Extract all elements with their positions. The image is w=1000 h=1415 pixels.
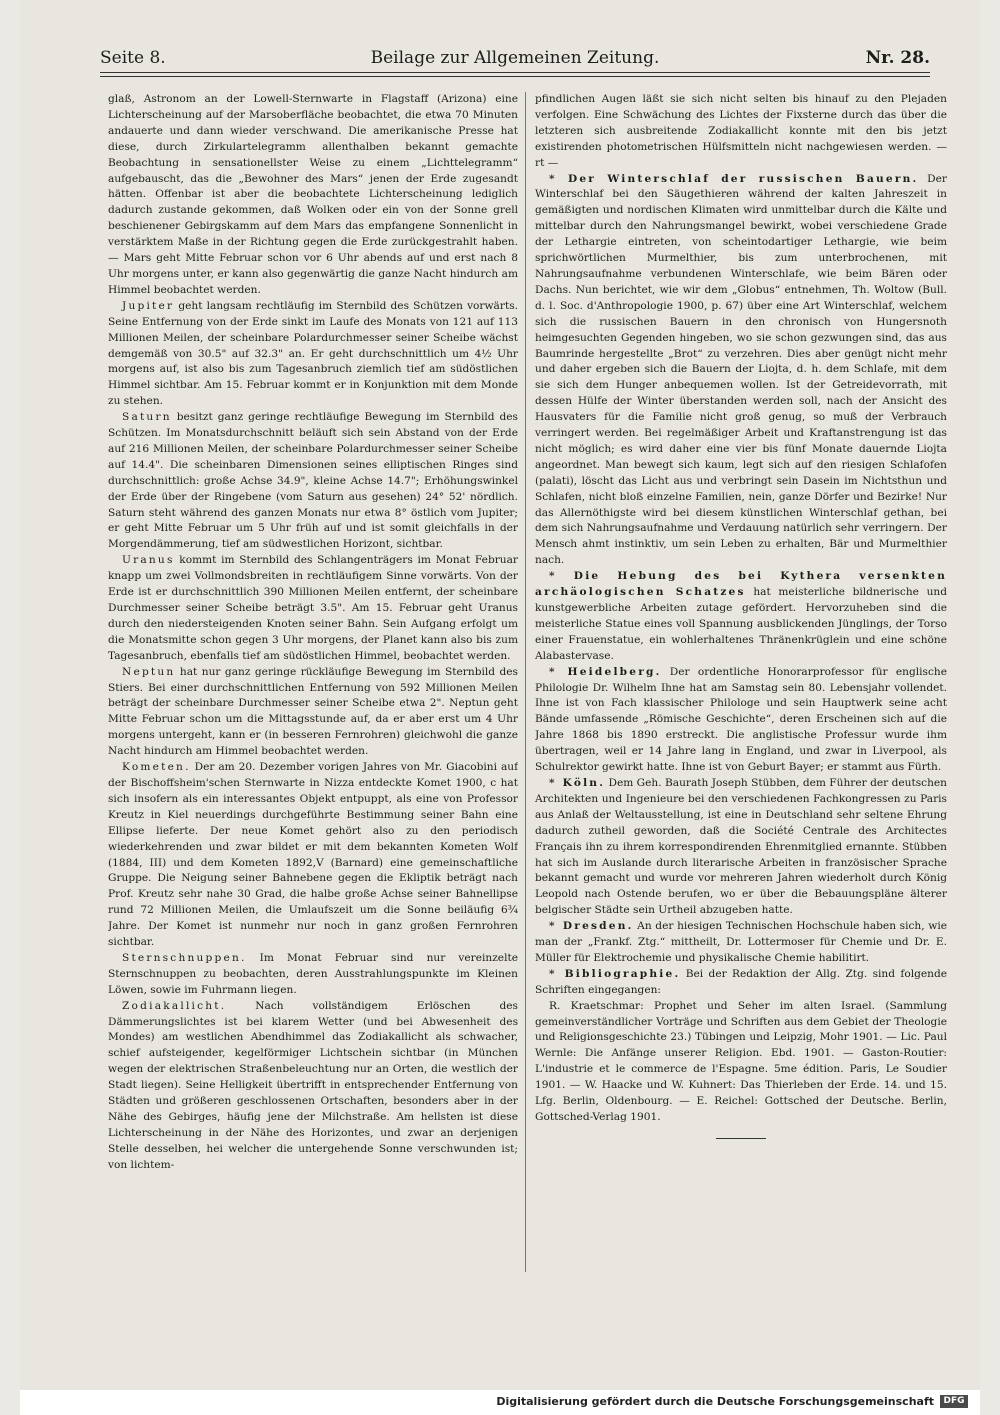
article-paragraph [535, 999, 947, 1126]
paragraph-text: geht langsam rechtläufig im Sternbild des Schützen vorwärts. Seine Entfernung von der Erde sinkt im Laufe des Monats von 121 auf 113 Millionen Meilen, der scheinbare Polardurchmesser seiner Scheibe wächst demgemäß von 30.5" auf 32.3" an. Er geht durchschnittlich um 4½ Uhr morgens auf, ist also bis zum Tagesanbruch ziemlich tief am südöstlichen Himmel sichtbar. Am 15. Februar kommt er in Konjunktion mit dem Monde zu stehen. [108, 299, 518, 408]
article-paragraph [108, 92, 518, 299]
paragraph-heading: * Bibliographie. [549, 967, 681, 980]
paragraph-text: Dem Geh. Baurath Joseph Stübben, dem Führer der deutschen Architekten und Ingenieure bei den verschiedenen Fachkongressen zu Paris aus Anlaß der Weltausstellung, ist eine in Deutschland sehr seltene Ehrung dadurch zutheil geworden, daß die Société Centrale des Architectes Français ihn zu ihrem korrespondirenden Ehrenmitglied ernannte. Stübben hat sich im Auslande durch literarische Arbeiten in französischer Sprache bekannt gemacht und wurde vor mehreren Jahren wiederholt durch König Leopold nach Ostende berufen, wo er über die Bebauungspläne älterer belgischer Städte sein Urtheil abzugeben hatte. [535, 776, 947, 917]
footer-bar [20, 1390, 980, 1415]
article-paragraph [108, 299, 518, 410]
paragraph-text: glaß, Astronom an der Lowell-Sternwarte in Flagstaff (Arizona) eine Lichterscheinung auf der Marsoberfläche beobachtet, die etwa 70 Minuten andauerte und dann wieder verschwand. Die amerikanische Presse hat diese, durch Zirkulartelegramm allenthalben bekannt gemachte Beobachtung in sensationellster Weise zu einem „Lichttelegramm“ aufgebauscht, das die „Bewohner des Mars“ jenen der Erde zugesandt hätten. Offenbar ist aber die beobachtete Lichterscheinung lediglich dadurch zustande gekommen, daß Wolken oder ein von der Sonne grell beschienener Gebirgskamm auf dem Mars das empfangene Sonnenlicht in verstärktem Maße in der Richtung gegen die Erde zurückgestrahlt haben. — Mars geht Mitte Februar schon vor 6 Uhr abends auf und erst nach 8 Uhr morgens unter, er kann also gegenwärtig die ganze Nacht hindurch am Himmel beobachtet werden. [108, 93, 518, 296]
paragraph-heading: Kometen. [122, 761, 191, 774]
footer-credit: Digitalisierung gefördert durch die Deutsche Forschungsgemeinschaft [496, 1395, 934, 1408]
paragraph-text: R. Kraetschmar: Prophet und Seher im alten Israel. (Sammlung gemeinverständlicher Vorträge und Schriften aus dem Gebiet der Theologie und Religionsgeschichte 23.) Tübingen und Leipzig, Mohr 1901. — Lic. Paul Wernle: Die Anfänge unserer Religion. Ebd. 1901. — Gaston-Routier: L'industrie et le commerce de l'Espagne. 5me édition. Paris, Le Soudier 1901. — W. Haacke und W. Kuhnert: Das Thierleben der Erde. 14. und 15. Lfg. Berlin, Oldenbourg. — E. Reichel: Gottsched der Deutsche. Berlin, Gottsched-Verlag 1901. [535, 999, 947, 1123]
paragraph-heading: * Dresden. [549, 920, 634, 933]
article-paragraph [535, 172, 947, 570]
article-paragraph [535, 919, 947, 967]
paragraph-heading: * Der Winterschlaf der russischen Bauern. [549, 172, 919, 185]
issue-number: Nr. 28. [865, 48, 930, 68]
paragraph-heading: Neptun [122, 665, 176, 678]
page-number: Seite 8. [100, 48, 166, 68]
paragraph-heading: Sternschnuppen. [122, 951, 247, 964]
paragraph-text: Der am 20. Dezember vorigen Jahres von Mr. Giacobini auf der Bischoffsheim'schen Sternwarte in Nizza entdeckte Komet 1900, c hat sich insofern als ein interessantes Objekt entpuppt, als eine von Professor Kreutz in Kiel neuerdings durchgeführte Bestimmung seiner Bahn eine Ellipse lieferte. Der neue Komet gehört also zu den periodisch wiederkehrenden und zwar bildet er mit dem bekannten Kometen Wolf (1884, III) und dem Kometen 1892,V (Barnard) eine gemeinschaftliche Gruppe. Die Neigung seiner Bahnebene gegen die Ekliptik beträgt nach Prof. Kreutz sehr nahe 30 Grad, die halbe große Achse seiner Bahnellipse rund 72 Millionen Meilen, die Umlaufszeit um die Sonne beiläufig 6¾ Jahre. Der Komet ist nunmehr nur noch in ganz großen Fernrohren sichtbar. [108, 761, 518, 949]
paragraph-heading: Zodiakallicht. [122, 999, 227, 1012]
paragraph-text: Der ordentliche Honorarprofessor für englische Philologie Dr. Wilhelm Ihne hat am Samstag sein 80. Lebensjahr vollendet. Ihne ist von Fach klassischer Philologe und sein Hauptwerk seine acht Bände umfassende „Römische Geschichte“, deren Erscheinen sich auf die Jahre 1868 bis 1890 erstreckt. Die anglistische Professur wurde ihm übertragen, weil er 14 Jahre lang in England, und zwar in Liverpool, als Schulrektor gewirkt hatte. Ihne ist von Geburt Bayer; er stammt aus Fürth. [535, 665, 947, 774]
article-paragraph [535, 92, 947, 172]
article-paragraph [535, 776, 947, 919]
paragraph-heading: * Die Hebung des bei Kythera versenkten archäologischen Schatzes [535, 570, 947, 599]
article-paragraph [535, 569, 947, 664]
paragraph-text: besitzt ganz geringe rechtläufige Bewegung im Sternbild des Schützen. Im Monatsdurchschnitt beläuft sich sein Abstand von der Erde auf 216 Millionen Meilen, der scheinbare Polardurchmesser seiner Scheibe auf 14.4". Die scheinbaren Dimensionen seines elliptischen Ringes sind durchschnittlich: große Achse 34.9", kleine Achse 14.7"; Erhöhungswinkel der Erde über der Ringebene (vom Saturn aus gesehen) 24° 52' nördlich. Saturn steht während des ganzen Monats nur etwa 8° östlich vom Jupiter; er geht Mitte Februar um 5 Uhr früh auf und ist somit gleichfalls in der Morgendämmerung, tief am südwestlichen Horizont, sichtbar. [108, 411, 518, 551]
paragraph-heading: * Köln. [549, 776, 606, 789]
article-paragraph [535, 967, 947, 999]
paragraph-text: hat meisterliche bildnerische und kunstgewerbliche Arbeiten zutage gefördert. Hervorzuheben sind die meisterliche Statue eines voll Spannung ausblickenden Jünglings, der Torso einer Frauenstatue, ein wohlerhaltenes Thränenkrüglein und eine schöne Alabastervase. [535, 586, 947, 662]
page-header [100, 44, 930, 74]
paragraph-text: kommt im Sternbild des Schlangenträgers im Monat Februar knapp um zwei Vollmondsbreiten in rechtläufigem Sinne vorwärts. Von der Erde ist er durchschnittlich 390 Millionen Meilen entfernt, der scheinbare Durchmesser seiner Scheibe beträgt 3.5". Am 15. Februar geht Uranus durch den niedersteigenden Knoten seiner Bahn. Sein Aufgang erfolgt um die Monatsmitte schon gegen 3 Uhr morgens, der Planet kann also bis zum Tagesanbruch, ebenfalls tief am südöstlichen Himmel, beobachtet werden. [108, 554, 518, 662]
article-paragraph [108, 665, 518, 760]
paragraph-heading: Saturn [122, 411, 172, 424]
paragraph-text: An der hiesigen Technischen Hochschule haben sich, wie man der „Frankf. Ztg.“ mittheilt, Dr. Lottermoser für Chemie und Dr. E. Müller für Elektrochemie und physikalische Chemie habilitirt. [535, 920, 947, 964]
dfg-logo: DFG [940, 1395, 968, 1408]
article-paragraph [108, 999, 518, 1174]
paragraph-heading: Jupiter [122, 299, 175, 312]
page-title: Beilage zur Allgemeinen Zeitung. [370, 48, 660, 68]
article-paragraph [108, 760, 518, 951]
article-paragraph [108, 951, 518, 999]
end-rule [716, 1138, 766, 1139]
column-divider [525, 92, 526, 1272]
header-rule [100, 72, 930, 73]
article-paragraph [108, 410, 518, 553]
article-paragraph [108, 553, 518, 664]
paragraph-text: Der Winterschlaf bei den Säugethieren während der kalten Jahreszeit in gemäßigten und nordischen Klimaten wird unmittelbar durch die Kälte und mittelbar durch den Nahrungsmangel bewirkt, wobei verschiedene Grade der Lethargie eintreten, von scheintodartiger Lethargie, wie beim sprichwörtlichen Murmelthier, bis zum unterbrochenen, mit Nahrungsaufnahme verbundenen Winterschlafe, wie beim Bären oder Dachs. Nun berichtet, wie wir dem „Globus“ entnehmen, Th. Woltow (Bull. d. l. Soc. d'Anthropologie 1900, p. 67) über eine Art Winterschlaf, welchem sich die russischen Bauern in den chronisch von Hungersnoth heimgesuchten Gegenden hingeben, wo sie schon gezwungen sind, das aus Baumrinde hergestellte „Brot“ zu verzehren. Dies aber genügt nicht mehr und daher ergeben sich die Bauern der Liojta, d. h. dem Schlafe, mit dem sie sich dem Hunger anbequemen wollen. Ist der Getreidevorrath, mit dessen Hülfe der Winter überstanden werden soll, nach der Ansicht des Hausvaters für die Familie nicht groß genug, so muß der Verbrauch verringert werden. Bei regelmäßiger Arbeit und Kraftanstrengung ist das nicht möglich; es wird daher eine vier bis fünf Monate dauernde Liojta angeordnet. Man bewegt sich kaum, legt sich auf den riesigen Schlafofen (palati), löscht das Licht aus und verbringt sein Dasein im Nichtsthun und Schlafen, nicht bloß einzelne Familien, nein, ganze Dörfer und Bezirke! Nur das Allernöthigste wird bei diesem künstlichen Winterschlaf gethan, bei dem sich Nahrungsaufnahme und Verdauung natürlich sehr verringern. Der Mensch ahmt instinktiv, um sein Leben zu erhalten, Bär und Murmelthier nach. [535, 172, 947, 567]
paragraph-heading: * Heidelberg. [549, 665, 662, 678]
right-column [535, 92, 947, 1272]
left-column [108, 92, 518, 1272]
paragraph-text: Im Monat Februar sind nur vereinzelte Sternschnuppen zu beobachten, deren Ausstrahlungspunkte im Kleinen Löwen, sowie im Fuhrmann liegen. [108, 951, 518, 996]
paragraph-text: Bei der Redaktion der Allg. Ztg. sind folgende Schriften eingegangen: [535, 967, 947, 996]
header-rule-2 [100, 76, 930, 77]
article-paragraph [535, 665, 947, 776]
paragraph-text: Nach vollständigem Erlöschen des Dämmerungslichtes ist bei klarem Wetter (und bei Abwesenheit des Mondes) am westlichen Abendhimmel das Zodiakallicht als schwacher, schief aufsteigender, kegelförmiger Lichtschein sichtbar (in München wegen der elektrischen Straßenbeleuchtung nur an Orten, die westlich der Stadt liegen). Seine Helligkeit übertrifft in entsprechender Entfernung von Städten und größeren geschlossenen Ortschaften, besonders aber in der Nähe des Gebirges, häufig jene der Milchstraße. Am hellsten ist diese Lichterscheinung in der Nähe des Horizontes, und zwar an derjenigen Stelle desselben, hei welcher die untergehende Sonne verschwunden ist; von lichtem- [108, 999, 518, 1171]
paragraph-heading: Uranus [122, 554, 175, 567]
paragraph-text: hat nur ganz geringe rückläufige Bewegung im Sternbild des Stiers. Bei einer durchschnittlichen Entfernung von 592 Millionen Meilen beträgt der scheinbare Durchmesser seiner Scheibe etwa 2". Neptun geht Mitte Februar schon um die Mittagsstunde auf, da er aber erst um 4 Uhr morgens untergeht, kann er (in besseren Fernrohren) gleichwohl die ganze Nacht hindurch am Himmel beobachtet werden. [108, 665, 518, 758]
paragraph-text: pfindlichen Augen läßt sie sich nicht selten bis hinauf zu den Plejaden verfolgen. Eine Schwächung des Lichtes der Fixsterne durch das über die letzteren sich ausbreitende Zodiakallicht konnte mit den bis jetzt existirenden photometrischen Hülfsmitteln nicht nachgewiesen werden. —rt — [535, 93, 947, 169]
